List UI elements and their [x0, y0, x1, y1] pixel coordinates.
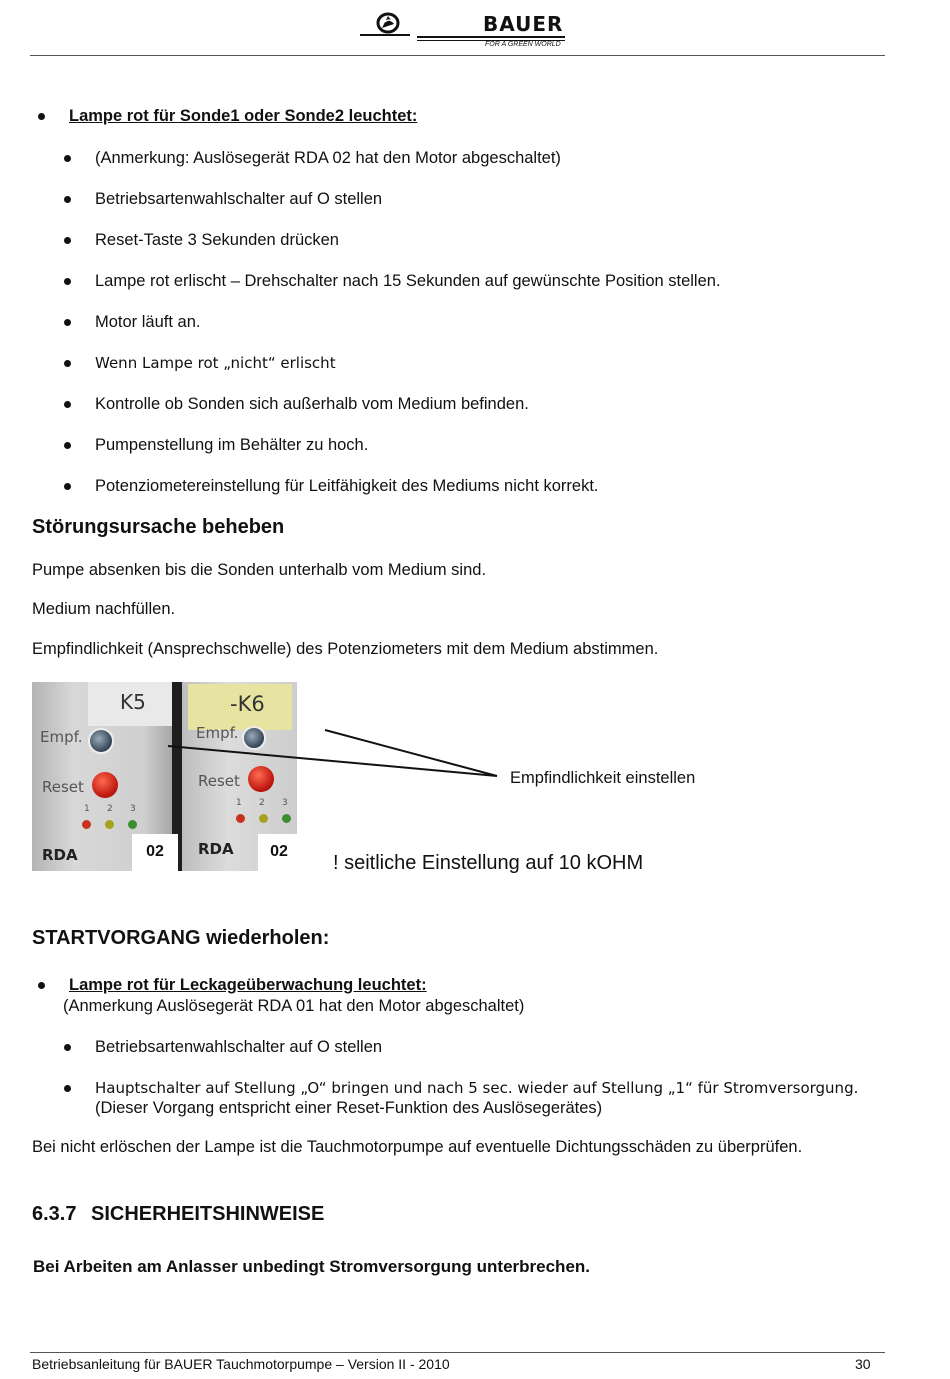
list-item-continuation: (Dieser Vorgang entspricht einer Reset-Funktion des Auslösegerätes) [95, 1099, 603, 1117]
list-item: Hauptschalter auf Stellung „O“ bringen und nach 5 sec. wieder auf Stellung „1“ für Stromversorgung. [95, 1079, 859, 1097]
footer-text: Betriebsanleitung für BAUER Tauchmotorpumpe – Version II - 2010 [32, 1356, 450, 1372]
rda-label: RDA [42, 846, 78, 864]
led-number: 1 [236, 798, 242, 808]
list-item: Pumpenstellung im Behälter zu hoch. [95, 436, 369, 454]
list-item: Reset-Taste 3 Sekunden drücken [95, 231, 339, 249]
safety-note: Bei Arbeiten am Anlasser unbedingt Stromversorgung unterbrechen. [33, 1257, 591, 1276]
section2-heading: Störungsursache beheben [32, 516, 285, 538]
bullet [64, 1085, 71, 1092]
bullet [64, 1044, 71, 1051]
list-item: Betriebsartenwahlschalter auf O stellen [95, 1038, 383, 1056]
list-item: Wenn Lampe rot „nicht“ erlischt [95, 354, 336, 372]
list-item: Potenziometereinstellung für Leitfähigkeit des Mediums nicht korrekt. [95, 477, 599, 495]
led-number: 2 [107, 804, 113, 814]
paragraph: Medium nachfüllen. [32, 600, 176, 618]
paragraph: Empfindlichkeit (Ansprechschwelle) des Potenziometers mit dem Medium abstimmen. [32, 640, 659, 658]
brand-name: BAUER [483, 12, 564, 36]
paragraph: Pumpe absenken bis die Sonden unterhalb vom Medium sind. [32, 561, 487, 579]
reset-label: Reset [42, 778, 84, 796]
section3-note: (Anmerkung Auslösegerät RDA 01 hat den Motor abgeschaltet) [63, 997, 525, 1015]
list-item: (Anmerkung: Auslösegerät RDA 02 hat den Motor abgeschaltet) [95, 149, 561, 167]
section4-heading: SICHERHEITSHINWEISE [91, 1203, 325, 1225]
callout-text: Empfindlichkeit einstellen [510, 769, 696, 787]
module-1-label: K5 [120, 690, 146, 714]
brand-tagline: FOR A GREEN WORLD [485, 41, 561, 48]
figure-note: ! seitliche Einstellung auf 10 kOHM [333, 852, 644, 874]
module-tag-2: 02 [258, 834, 300, 871]
list-item: Motor läuft an. [95, 313, 201, 331]
led-number: 3 [130, 804, 136, 814]
section-number: 6.3.7 [32, 1203, 77, 1225]
reset-label: Reset [198, 772, 240, 790]
section3-heading: STARTVORGANG wiederholen: [32, 927, 330, 949]
footer-rule [30, 1352, 885, 1353]
page-number: 30 [855, 1356, 871, 1372]
section1-heading: Lampe rot für Sonde1 oder Sonde2 leuchtet: [69, 107, 418, 125]
list-item: Lampe rot erlischt – Drehschalter nach 15 Sekunden auf gewünschte Position stellen. [95, 272, 721, 290]
led-number: 2 [259, 798, 265, 808]
module-tag-1: 02 [132, 834, 178, 871]
list-item: Kontrolle ob Sonden sich außerhalb vom Medium befinden. [95, 395, 529, 413]
led-number: 1 [84, 804, 90, 814]
rda-label: RDA [198, 840, 234, 858]
module-2-label: -K6 [230, 692, 265, 716]
section3-subheading: Lampe rot für Leckageüberwachung leuchtet: [69, 976, 427, 994]
led-number: 3 [282, 798, 288, 808]
empf-label: Empf. [40, 728, 83, 746]
bullet [38, 982, 45, 989]
list-item: Betriebsartenwahlschalter auf O stellen [95, 190, 383, 208]
empf-label: Empf. [196, 724, 239, 742]
paragraph: Bei nicht erlöschen der Lampe ist die Tauchmotorpumpe auf eventuelle Dichtungsschäden zu überprüfen. [32, 1138, 803, 1156]
